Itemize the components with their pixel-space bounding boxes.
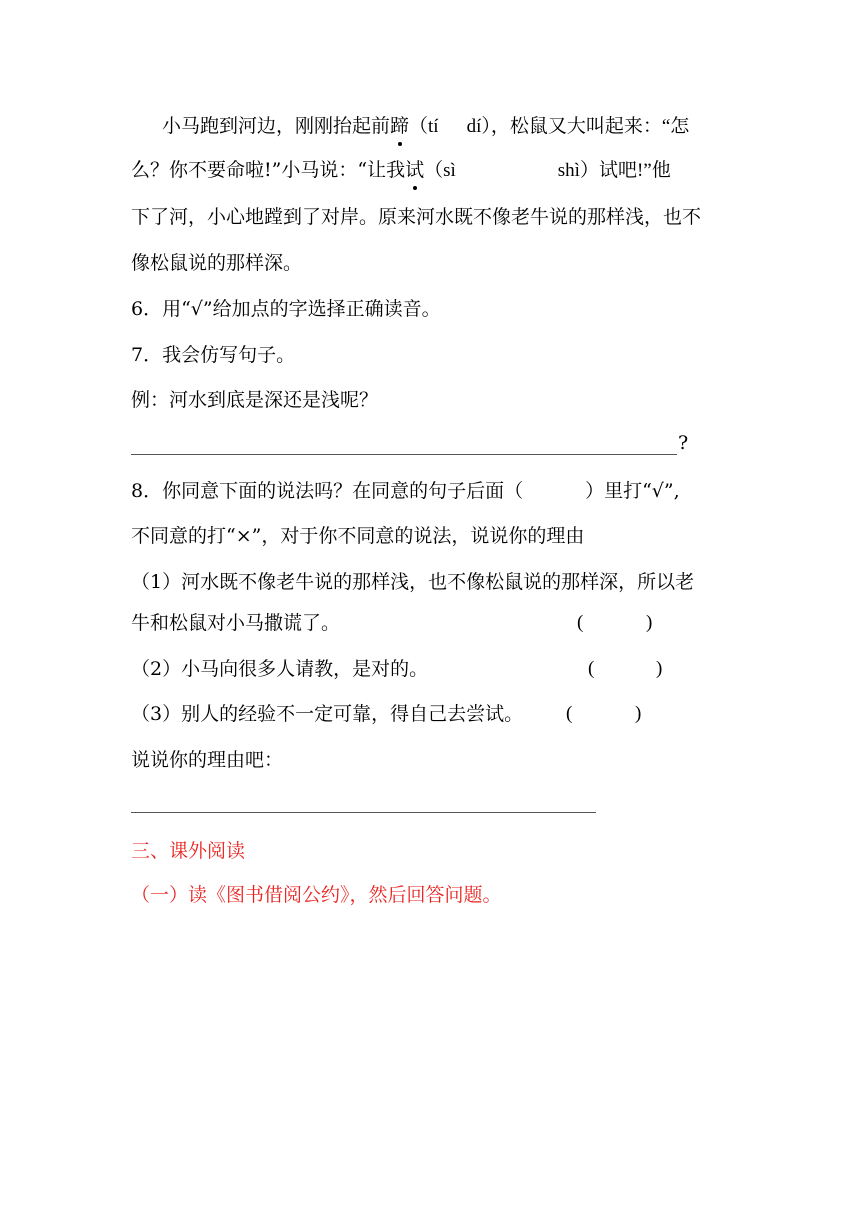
- dotted-character: 蹄: [390, 115, 410, 137]
- question-8-line-1: [131, 478, 680, 504]
- section-3-subheading: （一）读《图书借阅公约》，然后回答问题。: [131, 884, 502, 906]
- pinyin-option: （tí: [409, 116, 439, 137]
- question-6: 6．用“√”给加点的字选择正确读音。: [131, 298, 441, 320]
- answer-end-mark: ?: [678, 432, 689, 454]
- answer-paren-open[interactable]: (: [577, 612, 584, 633]
- statement-2: （2）小马向很多人请教，是对的。: [131, 658, 429, 680]
- answer-paren-close[interactable]: ): [646, 612, 653, 633]
- pinyin-option: dí），松鼠又大叫起来：“怎: [466, 116, 690, 137]
- reason-prompt: 说说你的理由吧：: [131, 749, 284, 771]
- answer-paren-open[interactable]: (: [566, 703, 573, 724]
- passage-text: 么？你不要命啦!”小马说：“让我: [131, 159, 406, 181]
- answer-paren-close[interactable]: ): [656, 658, 663, 679]
- passage-line-3: 下了河，小心地蹚到了对岸。原来河水既不像老牛说的那样浅，也不: [131, 206, 702, 228]
- question-8-line-2: 不同意的打“×”，对于你不同意的说法，说说你的理由: [131, 525, 585, 547]
- pinyin-option: （sì: [424, 160, 456, 181]
- pinyin-option: shì）试吧!”他: [557, 160, 671, 181]
- passage-line-4: 像松鼠说的那样深。: [131, 252, 303, 274]
- statement-1-line-2: 牛和松鼠对小马撒谎了。: [131, 612, 341, 634]
- statement-3: （3）别人的经验不一定可靠，得自己去尝试。: [131, 703, 524, 725]
- answer-paren-open[interactable]: (: [588, 658, 595, 679]
- reason-answer-line[interactable]: [131, 812, 596, 813]
- question-text: 8．你同意下面的说法吗？在同意的句子后面（: [131, 480, 524, 502]
- dotted-character: 试: [405, 159, 425, 181]
- question-7-example: 例：河水到底是深还是浅呢？: [131, 389, 379, 411]
- section-3-heading: 三、课外阅读: [131, 840, 246, 862]
- passage-line-2: [131, 157, 671, 184]
- passage-line-1: [162, 113, 689, 140]
- statement-1-line-1: （1）河水既不像老牛说的那样浅，也不像松鼠说的那样深，所以老: [131, 571, 695, 593]
- answer-line[interactable]: [131, 454, 677, 455]
- question-7-title: 7．我会仿写句子。: [131, 344, 296, 366]
- passage-text: 小马跑到河边，刚刚抬起前: [162, 115, 391, 137]
- question-text: ）里打“√”,: [585, 480, 680, 502]
- answer-paren-close[interactable]: ): [635, 703, 642, 724]
